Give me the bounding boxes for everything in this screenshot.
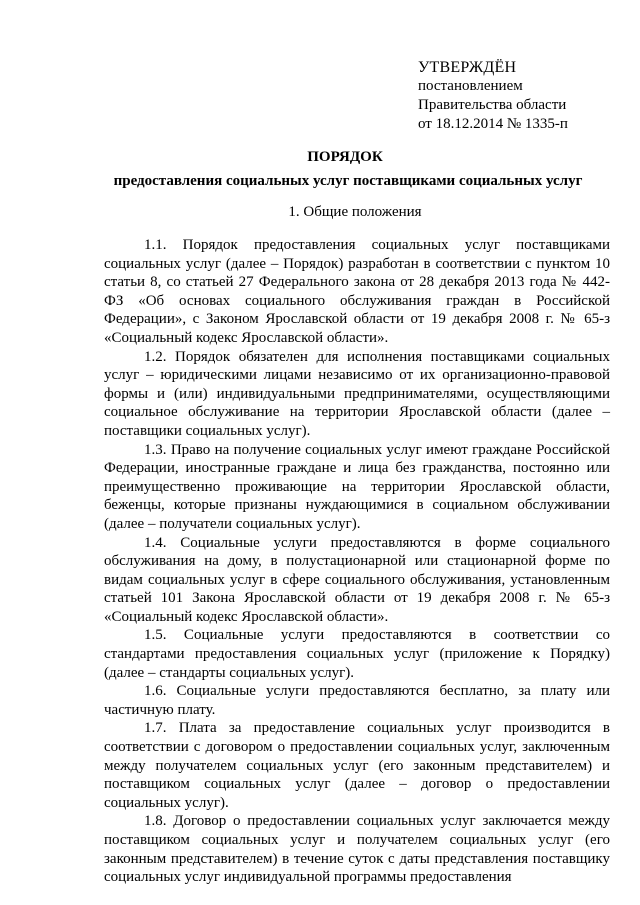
paragraph-1-2: 1.2. Порядок обязателен для исполнения поставщиками социальных услуг – юридическими лицами независимо от их организационно-правовой формы и (или) индивидуальными предпринимателями, осуществляющими социальное обслуживание на территории Ярославской области (далее – поставщики социальных услуг). [104, 348, 610, 439]
paragraph-1-5: 1.5. Социальные услуги предоставляются в соответствии со стандартами предоставления социальных услуг (приложение к Порядку) (далее – стандарты социальных услуг). [104, 627, 610, 681]
paragraph-1-3: 1.3. Право на получение социальных услуг имеют граждане Российской Федерации, иностранные граждане и лица без гражданства, постоянно или преимущественно проживающие на территории Ярославской области, беженцы, которые признаны нуждающимися в социальном обслуживании (далее – получатели социальных услуг). [104, 441, 610, 532]
document-title: ПОРЯДОК [307, 149, 383, 165]
document-body [104, 236, 610, 887]
document-subtitle: предоставления социальных услуг поставщиками социальных услуг [113, 173, 583, 189]
approval-stamp [418, 58, 568, 134]
approval-line-4: от 18.12.2014 № 1335-п [418, 116, 568, 132]
paragraph-1-8: 1.8. Договор о предоставлении социальных услуг заключается между поставщиком социальных услуг и получателем социальных услуг (его законным представителем) в течение суток с даты представления поставщику социальных услуг индивидуальной программы предоставления [104, 813, 610, 886]
approval-line-1: УТВЕРЖДЁН [418, 59, 517, 76]
paragraph-1-7: 1.7. Плата за предоставление социальных услуг производится в соответствии с договором о предоставлении социальных услуг, заключенным между получателем социальных услуг (его законным представителем) и поставщиком социальных услуг (далее – договор о предоставлении социальных услуг). [104, 720, 610, 811]
section-heading: 1. Общие положения [288, 204, 422, 220]
approval-line-2: постановлением [418, 78, 523, 94]
approval-line-3: Правительства области [418, 97, 567, 113]
paragraph-1-1: 1.1. Порядок предоставления социальных услуг поставщиками социальных услуг (далее – Порядок) разработан в соответствии с пунктом 10 статьи 8, со статьей 27 Федерального закона от 28 декабря 2013 года № 442-ФЗ «Об основах социального обслуживания граждан в Российской Федерации», с Законом Ярославской области от 19 декабря 2008 г. № 65-з «Социальный кодекс Ярославской области». [104, 237, 610, 346]
title-block [0, 148, 640, 191]
paragraph-1-6: 1.6. Социальные услуги предоставляются бесплатно, за плату или частичную плату. [104, 683, 610, 718]
paragraph-1-4: 1.4. Социальные услуги предоставляются в форме социального обслуживания на дому, в полустационарной или стационарной форме по видам социальных услуг в сфере социального обслуживания, установленным статьей 101 Закона Ярославской области от 19 декабря 2008 г. № 65-з «Социальный кодекс Ярославской области». [104, 534, 610, 625]
